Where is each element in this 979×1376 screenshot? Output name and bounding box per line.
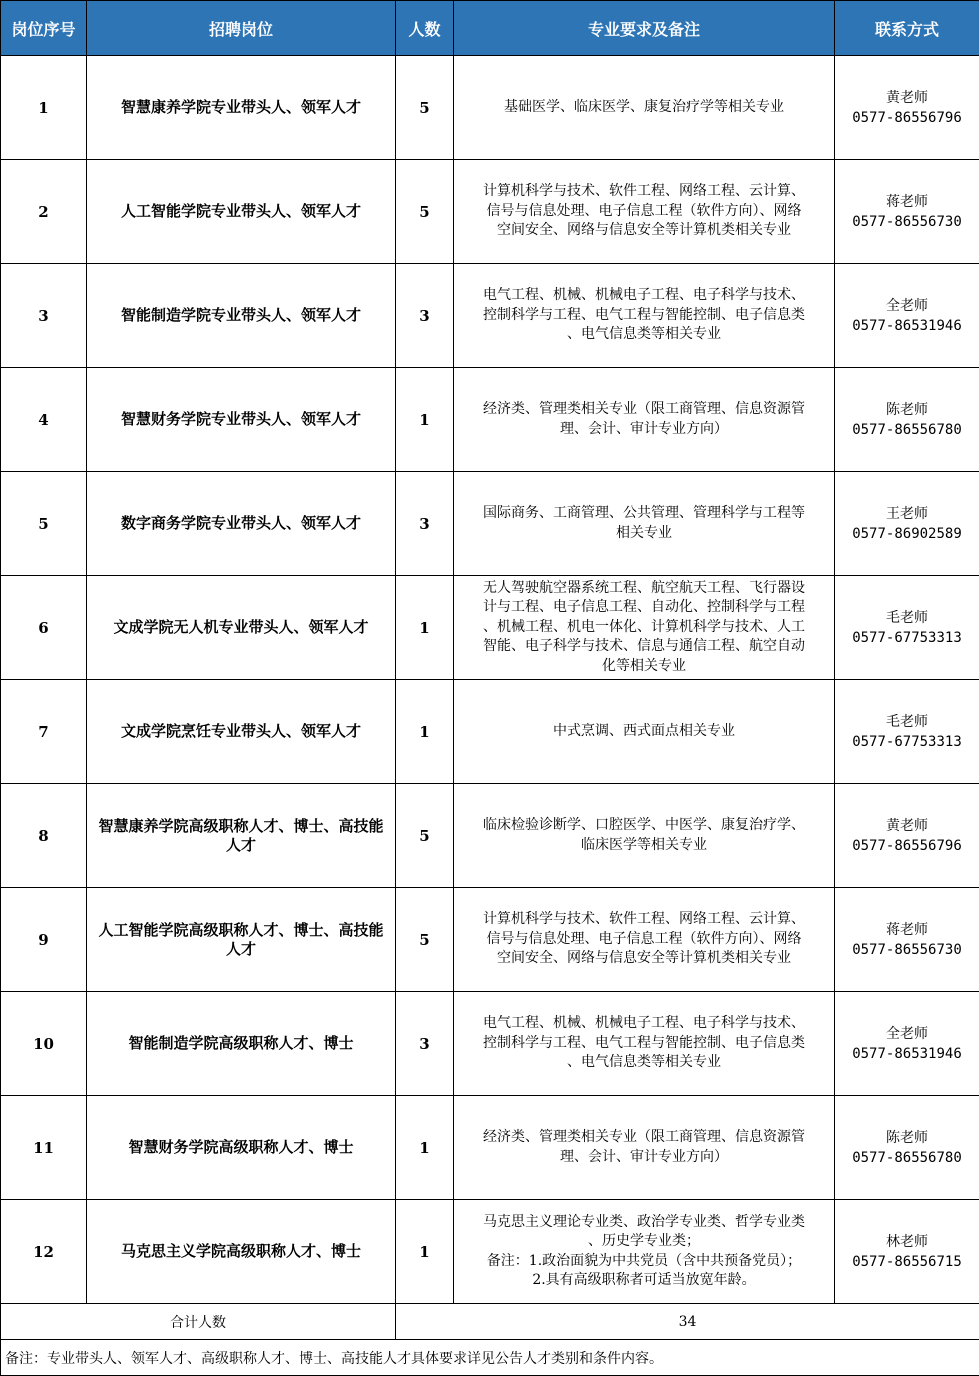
requirements <box>454 1096 835 1200</box>
requirements-line: 理、会计、审计专业方向） <box>460 1148 828 1168</box>
headcount: 1 <box>396 680 454 784</box>
position-title-line: 智慧康养学院高级职称人才、博士、高 <box>98 817 353 835</box>
requirements <box>454 1200 835 1304</box>
contact-name: 蒋老师 <box>841 920 973 940</box>
post-number: 3 <box>1 264 87 368</box>
requirements-line: 空间安全、网络与信息安全等计算机类相关专业 <box>460 949 828 969</box>
contact-name: 陈老师 <box>841 400 973 420</box>
contact-name: 林老师 <box>841 1232 973 1252</box>
contact-name: 陈老师 <box>841 1128 973 1148</box>
position-title-line: 人工智能学院专业带头人、领军人才 <box>121 202 361 220</box>
post-number: 1 <box>1 56 87 160</box>
post-number: 2 <box>1 160 87 264</box>
contact <box>835 680 979 784</box>
position-title-line: 智慧财务学院高级职称人才、博士 <box>128 1138 353 1156</box>
position-title-line: 智能制造学院专业带头人、领军人才 <box>121 306 361 324</box>
post-number: 12 <box>1 1200 87 1304</box>
post-number: 5 <box>1 472 87 576</box>
requirements <box>454 56 835 160</box>
headcount: 1 <box>396 368 454 472</box>
requirements-line: 国际商务、工商管理、公共管理、管理科学与工程等 <box>460 504 828 524</box>
requirements-line: 电气工程、机械、机械电子工程、电子科学与技术、 <box>460 1014 828 1034</box>
contact-phone: 0577-67753313 <box>841 628 973 648</box>
table-row <box>1 992 979 1096</box>
requirements-line: 经济类、管理类相关专业（限工商管理、信息资源管 <box>460 1128 828 1148</box>
table-row <box>1 472 979 576</box>
contact-name: 黄老师 <box>841 88 973 108</box>
contact-phone: 0577-86531946 <box>841 316 973 336</box>
contact <box>835 56 979 160</box>
post-number: 8 <box>1 784 87 888</box>
post-number: 6 <box>1 576 87 680</box>
requirements-line: 相关专业 <box>460 524 828 544</box>
requirements-line: 、电气信息类等相关专业 <box>460 1053 828 1073</box>
contact <box>835 784 979 888</box>
position-title-line: 数字商务学院专业带头人、领军人才 <box>121 514 361 532</box>
table-row <box>1 368 979 472</box>
position-title <box>87 992 396 1096</box>
position-title <box>87 784 396 888</box>
contact-phone: 0577-86556730 <box>841 940 973 960</box>
headcount: 5 <box>396 784 454 888</box>
requirements <box>454 472 835 576</box>
footnote: 备注：专业带头人、领军人才、高级职称人才、博士、高技能人才具体要求详见公告人才类别和条件内容。 <box>1 1340 979 1376</box>
header-contact: 联系方式 <box>835 1 979 56</box>
position-title-line: 文成学院烹饪专业带头人、领军人才 <box>121 722 361 740</box>
requirements-line: 信号与信息处理、电子信息工程（软件方向）、网络 <box>460 930 828 950</box>
post-number: 10 <box>1 992 87 1096</box>
position-title <box>87 576 396 680</box>
position-title <box>87 56 396 160</box>
total-value: 34 <box>396 1304 979 1340</box>
requirements <box>454 368 835 472</box>
position-title <box>87 264 396 368</box>
table-row <box>1 1200 979 1304</box>
contact-name: 毛老师 <box>841 712 973 732</box>
requirements-line: 智能、电子科学与技术、信息与通信工程、航空自动 <box>460 637 828 657</box>
header-row <box>1 1 979 56</box>
requirements-line: 经济类、管理类相关专业（限工商管理、信息资源管 <box>460 400 828 420</box>
contact-name: 全老师 <box>841 1024 973 1044</box>
headcount: 1 <box>396 1096 454 1200</box>
header-post-number: 岗位序号 <box>1 1 87 56</box>
requirements-line: 电气工程、机械、机械电子工程、电子科学与技术、 <box>460 286 828 306</box>
requirements-line: 控制科学与工程、电气工程与智能控制、电子信息类 <box>460 306 828 326</box>
post-number: 7 <box>1 680 87 784</box>
requirements-line: 马克思主义理论专业类、政治学专业类、哲学专业类 <box>460 1213 828 1233</box>
position-title-line: 文成学院无人机专业带头人、领军人才 <box>113 618 368 636</box>
requirements-line: 计与工程、电子信息工程、自动化、控制科学与工程 <box>460 598 828 618</box>
contact <box>835 368 979 472</box>
position-title <box>87 472 396 576</box>
table-row <box>1 784 979 888</box>
post-number: 9 <box>1 888 87 992</box>
position-title-line: 智慧财务学院专业带头人、领军人才 <box>121 410 361 428</box>
position-title-line: 智慧康养学院专业带头人、领军人才 <box>121 98 361 116</box>
contact <box>835 1096 979 1200</box>
contact <box>835 888 979 992</box>
requirements-line: 2.具有高级职称者可适当放宽年龄。 <box>460 1271 828 1291</box>
requirements <box>454 680 835 784</box>
requirements-line: 、电气信息类等相关专业 <box>460 325 828 345</box>
post-number: 4 <box>1 368 87 472</box>
requirements-line: 临床医学等相关专业 <box>460 836 828 856</box>
requirements <box>454 888 835 992</box>
header-requirements: 专业要求及备注 <box>454 1 835 56</box>
position-title-line: 智能制造学院高级职称人才、博士 <box>128 1034 353 1052</box>
position-title <box>87 1200 396 1304</box>
contact-phone: 0577-86902589 <box>841 524 973 544</box>
requirements-line: 空间安全、网络与信息安全等计算机类相关专业 <box>460 221 828 241</box>
requirements-line: 无人驾驶航空器系统工程、航空航天工程、飞行器设 <box>460 579 828 599</box>
headcount: 1 <box>396 1200 454 1304</box>
contact-name: 王老师 <box>841 504 973 524</box>
note-row <box>1 1340 979 1376</box>
contact-phone: 0577-86556796 <box>841 108 973 128</box>
contact <box>835 264 979 368</box>
requirements <box>454 576 835 680</box>
contact <box>835 576 979 680</box>
requirements-line: 、机械工程、机电一体化、计算机科学与技术、人工 <box>460 618 828 638</box>
requirements-line: 计算机科学与技术、软件工程、网络工程、云计算、 <box>460 182 828 202</box>
contact <box>835 472 979 576</box>
contact <box>835 992 979 1096</box>
requirements <box>454 160 835 264</box>
contact-phone: 0577-86556715 <box>841 1252 973 1272</box>
table-row <box>1 1096 979 1200</box>
table-row <box>1 576 979 680</box>
requirements <box>454 784 835 888</box>
contact-phone: 0577-86556796 <box>841 836 973 856</box>
requirements-line: 中式烹调、西式面点相关专业 <box>460 722 828 742</box>
requirements-line: 信号与信息处理、电子信息工程（软件方向）、网络 <box>460 202 828 222</box>
requirements-line: 、历史学专业类； <box>460 1232 828 1252</box>
table-row <box>1 888 979 992</box>
contact-name: 黄老师 <box>841 816 973 836</box>
headcount: 1 <box>396 576 454 680</box>
position-title <box>87 368 396 472</box>
requirements <box>454 992 835 1096</box>
header-position: 招聘岗位 <box>87 1 396 56</box>
requirements-line: 理、会计、审计专业方向） <box>460 420 828 440</box>
contact-name: 全老师 <box>841 296 973 316</box>
position-title-line: 马克思主义学院高级职称人才、博士 <box>121 1242 361 1260</box>
position-title <box>87 680 396 784</box>
headcount: 5 <box>396 160 454 264</box>
position-title-line: 技能人才 <box>226 817 384 854</box>
contact <box>835 1200 979 1304</box>
total-row <box>1 1304 979 1340</box>
requirements-line: 化等相关专业 <box>460 657 828 677</box>
headcount: 3 <box>396 264 454 368</box>
position-title <box>87 1096 396 1200</box>
contact-phone: 0577-86556780 <box>841 420 973 440</box>
table-row <box>1 264 979 368</box>
position-title <box>87 888 396 992</box>
headcount: 3 <box>396 472 454 576</box>
post-number: 11 <box>1 1096 87 1200</box>
contact-phone: 0577-86531946 <box>841 1044 973 1064</box>
table-row <box>1 680 979 784</box>
requirements <box>454 264 835 368</box>
contact-name: 蒋老师 <box>841 192 973 212</box>
contact-phone: 0577-86556730 <box>841 212 973 232</box>
requirements-line: 基础医学、临床医学、康复治疗学等相关专业 <box>460 98 828 118</box>
contact-phone: 0577-67753313 <box>841 732 973 752</box>
position-title-line: 人工智能学院高级职称人才、博士、高 <box>98 921 353 939</box>
total-label: 合计人数 <box>1 1304 396 1340</box>
table-row <box>1 160 979 264</box>
contact <box>835 160 979 264</box>
header-headcount: 人数 <box>396 1 454 56</box>
requirements-line: 计算机科学与技术、软件工程、网络工程、云计算、 <box>460 910 828 930</box>
requirements-line: 控制科学与工程、电气工程与智能控制、电子信息类 <box>460 1034 828 1054</box>
requirements-line: 临床检验诊断学、口腔医学、中医学、康复治疗学、 <box>460 816 828 836</box>
position-title-line: 技能人才 <box>226 921 384 958</box>
table-row <box>1 56 979 160</box>
contact-phone: 0577-86556780 <box>841 1148 973 1168</box>
contact-name: 毛老师 <box>841 608 973 628</box>
headcount: 3 <box>396 992 454 1096</box>
headcount: 5 <box>396 56 454 160</box>
requirements-line: 备注：1.政治面貌为中共党员（含中共预备党员）； <box>460 1252 828 1272</box>
headcount: 5 <box>396 888 454 992</box>
position-title <box>87 160 396 264</box>
